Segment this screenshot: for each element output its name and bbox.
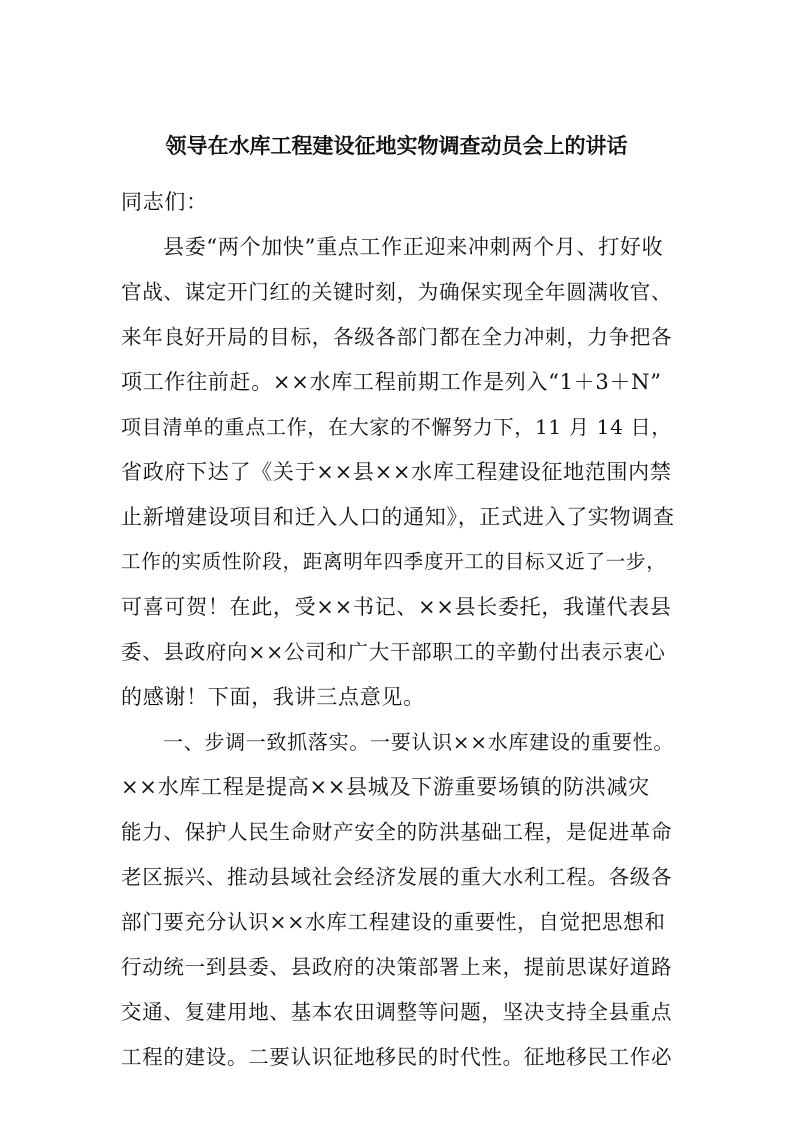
paragraph-line: 能力、保护人民生命财产安全的防洪基础工程，是促进革命	[121, 820, 673, 844]
paragraph-line: 一、步调一致抓落实。一要认识××水库建设的重要性。	[163, 730, 675, 754]
paragraph-line: 行动统一到县委、县政府的决策部署上来，提前思谋好道路	[121, 955, 673, 979]
paragraph-line: 项目清单的重点工作，在大家的不懈努力下，11 月 14 日，	[121, 415, 672, 439]
paragraph-line: 省政府下达了《关于××县××水库工程建设征地范围内禁	[121, 460, 672, 484]
paragraph-line: 委、县政府向××公司和广大干部职工的辛勤付出表示衷心	[121, 640, 666, 664]
paragraph-line: 项工作往前赶。××水库工程前期工作是列入“1＋3＋N”	[121, 370, 662, 394]
paragraph-line: 工程的建设。二要认识征地移民的时代性。征地移民工作必	[121, 1045, 673, 1069]
paragraph-line: ××水库工程是提高××县城及下游重要场镇的防洪减灾	[121, 775, 650, 799]
paragraph-line: 止新增建设项目和迁入人口的通知》，正式进入了实物调查	[121, 505, 675, 529]
paragraph-line: 来年良好开局的目标，各级各部门都在全力冲刺，力争把各	[121, 325, 673, 349]
paragraph-line: 的感谢！下面，我讲三点意见。	[121, 685, 425, 709]
paragraph-line: 县委“两个加快”重点工作正迎来冲刺两个月、打好收	[163, 235, 664, 259]
document-title: 领导在水库工程建设征地实物调查动员会上的讲话	[165, 133, 628, 158]
paragraph-line: 老区振兴、推动县域社会经济发展的重大水利工程。各级各	[121, 865, 673, 889]
paragraph-line: 交通、复建用地、基本农田调整等问题，坚决支持全县重点	[121, 1000, 673, 1024]
paragraph-line: 官战、谋定开门红的关键时刻，为确保实现全年圆满收官、	[121, 280, 673, 304]
paragraph-line: 可喜可贺！在此，受××书记、××县长委托，我谨代表县	[121, 595, 672, 619]
salutation: 同志们：	[121, 190, 208, 214]
paragraph-line: 工作的实质性阶段，距离明年四季度开工的目标又近了一步，	[121, 550, 667, 573]
paragraph-line: 部门要充分认识××水库工程建设的重要性，自觉把思想和	[121, 910, 666, 934]
